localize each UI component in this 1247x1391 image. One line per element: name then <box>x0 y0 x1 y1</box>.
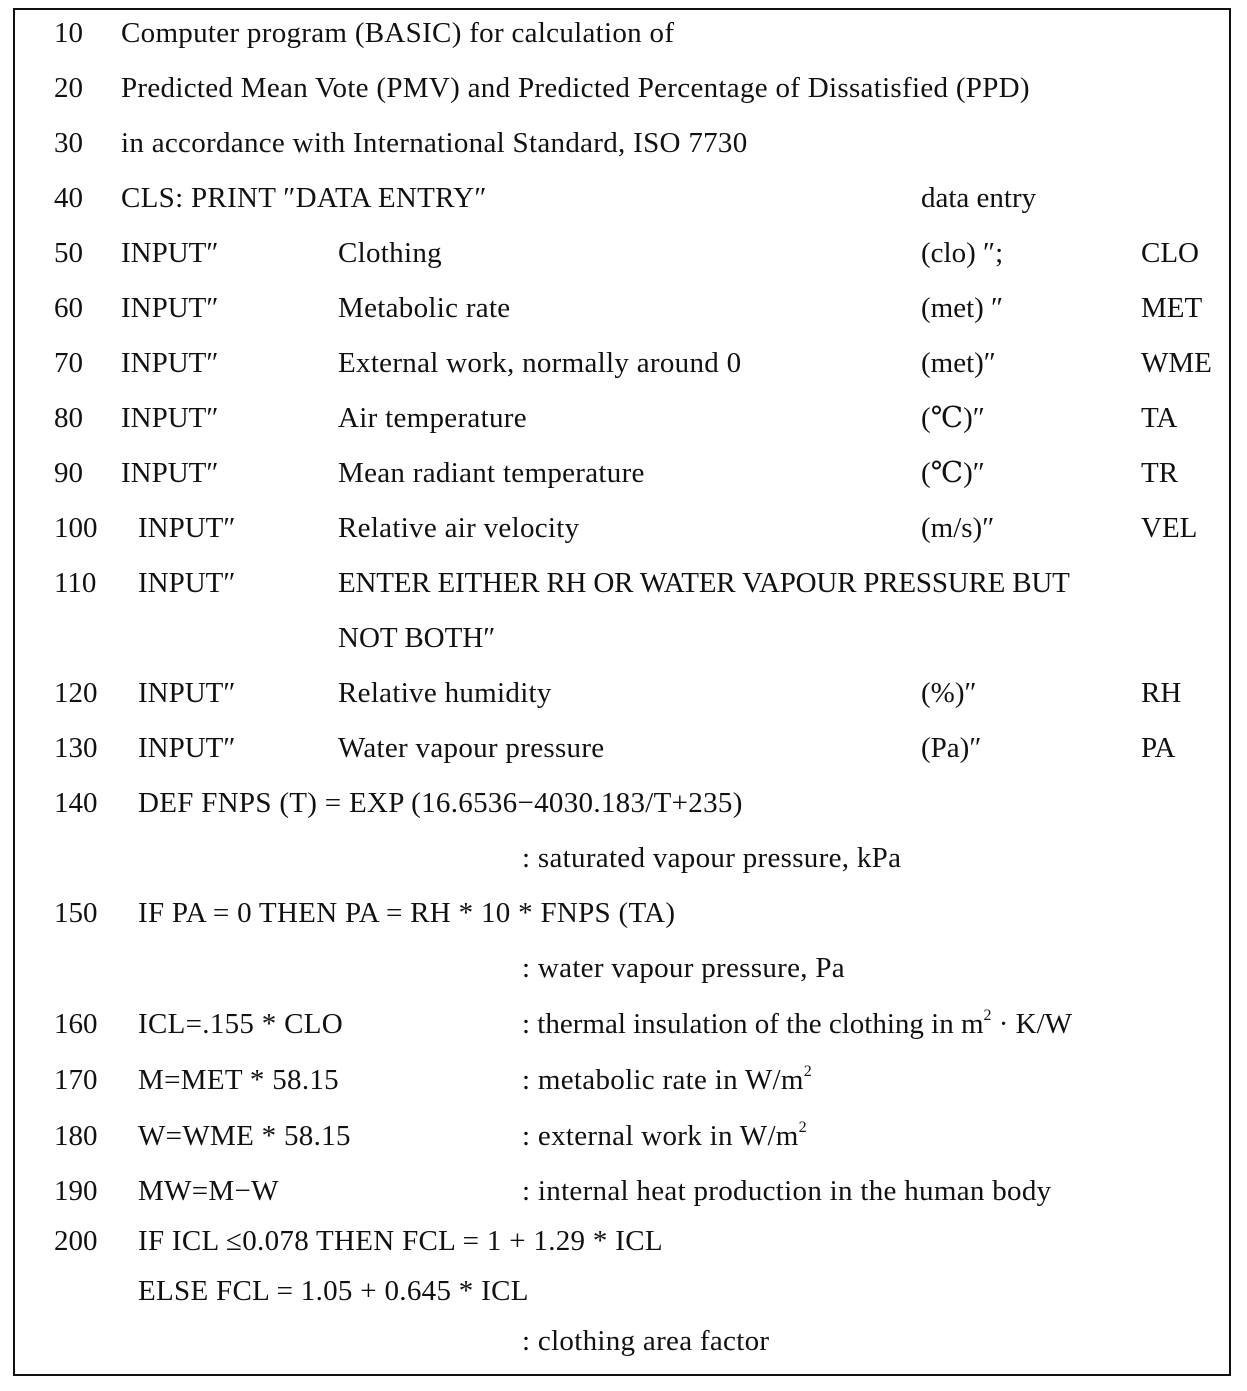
line-number: 40 <box>54 182 83 214</box>
input-label: Mean radiant temperature <box>338 457 645 489</box>
line-number: 130 <box>54 732 98 764</box>
comment-tail: · K/W <box>991 1008 1073 1040</box>
input-unit: (m/s)″ <box>921 512 995 544</box>
program-title-line: in accordance with International Standard, ISO 7730 <box>121 127 748 159</box>
program-title-line: Computer program (BASIC) for calculation of <box>121 17 675 49</box>
comment-text: : metabolic rate in W/m <box>522 1064 804 1096</box>
input-variable: PA <box>1141 732 1176 764</box>
line-number: 140 <box>54 787 98 819</box>
input-variable: VEL <box>1141 512 1198 544</box>
superscript: 2 <box>803 1063 813 1081</box>
code-statement: DEF FNPS (T) = EXP (16.6536−4030.183/T+235) <box>138 787 743 819</box>
input-variable: WME <box>1141 347 1212 379</box>
input-command: INPUT″ <box>121 237 219 269</box>
code-comment: : internal heat production in the human body <box>522 1175 1052 1207</box>
code-comment <box>522 1063 812 1097</box>
input-command: INPUT″ <box>121 457 219 489</box>
line-number: 10 <box>54 17 83 49</box>
line-number: 160 <box>54 1008 98 1040</box>
input-label: Metabolic rate <box>338 292 511 324</box>
input-variable: MET <box>1141 292 1203 324</box>
input-unit: (met)″ <box>921 347 996 379</box>
line-number: 60 <box>54 292 83 324</box>
input-label: Air temperature <box>338 402 527 434</box>
line-number: 150 <box>54 897 98 929</box>
line-number: 200 <box>54 1225 98 1257</box>
input-variable: RH <box>1141 677 1182 709</box>
line-number: 100 <box>54 512 98 544</box>
line-number: 70 <box>54 347 83 379</box>
code-statement: W=WME * 58.15 <box>138 1120 351 1152</box>
input-command: INPUT″ <box>121 292 219 324</box>
line-number: 170 <box>54 1064 98 1096</box>
code-statement-continued: ELSE FCL = 1.05 + 0.645 * ICL <box>138 1275 529 1307</box>
input-unit: (met) ″ <box>921 292 1004 324</box>
code-statement: ICL=.155 * CLO <box>138 1008 344 1040</box>
line-number: 30 <box>54 127 83 159</box>
input-variable: TA <box>1141 402 1178 434</box>
comment-text: : external work in W/m <box>522 1120 799 1152</box>
input-label: External work, normally around 0 <box>338 347 742 379</box>
superscript: 2 <box>983 1007 992 1025</box>
line-number: 190 <box>54 1175 98 1207</box>
line-number: 120 <box>54 677 98 709</box>
input-label: Relative humidity <box>338 677 552 709</box>
input-label: ENTER EITHER RH OR WATER VAPOUR PRESSURE BUT <box>338 567 1070 599</box>
input-command: INPUT″ <box>121 402 219 434</box>
line-number: 110 <box>54 567 97 599</box>
input-unit: (%)″ <box>921 677 977 709</box>
code-comment: : saturated vapour pressure, kPa <box>522 842 902 874</box>
input-unit: (℃)″ <box>921 402 985 434</box>
line-number: 180 <box>54 1120 98 1152</box>
input-command: INPUT″ <box>138 677 236 709</box>
line-number: 80 <box>54 402 83 434</box>
program-title-line: Predicted Mean Vote (PMV) and Predicted Percentage of Dissatisfied (PPD) <box>121 72 1030 104</box>
input-unit: (clo) ″; <box>921 237 1004 269</box>
superscript: 2 <box>798 1119 807 1137</box>
code-comment: : water vapour pressure, Pa <box>522 952 845 984</box>
input-unit: (Pa)″ <box>921 732 982 764</box>
input-command: INPUT″ <box>138 567 236 599</box>
line-number: 50 <box>54 237 83 269</box>
input-label: Water vapour pressure <box>338 732 605 764</box>
code-comment <box>522 1119 807 1153</box>
code-statement: M=MET * 58.15 <box>138 1064 339 1096</box>
input-variable: CLO <box>1141 237 1199 269</box>
input-label: Clothing <box>338 237 442 269</box>
input-variable: TR <box>1141 457 1179 489</box>
code-statement: CLS: PRINT ″DATA ENTRY″ <box>121 182 487 214</box>
input-command: INPUT″ <box>121 347 219 379</box>
comment-text: : thermal insulation of the clothing in m <box>522 1008 984 1040</box>
code-statement: IF PA = 0 THEN PA = RH * 10 * FNPS (TA) <box>138 897 676 929</box>
code-comment <box>522 1007 1072 1041</box>
input-command: INPUT″ <box>138 512 236 544</box>
code-comment: : clothing area factor <box>522 1325 770 1357</box>
code-statement: IF ICL ≤0.078 THEN FCL = 1 + 1.29 * ICL <box>138 1225 663 1257</box>
line-number: 20 <box>54 72 83 104</box>
input-unit: (℃)″ <box>921 457 985 489</box>
input-label-continued: NOT BOTH″ <box>338 622 496 654</box>
line-number: 90 <box>54 457 83 489</box>
code-statement: MW=M−W <box>138 1175 279 1207</box>
input-command: INPUT″ <box>138 732 236 764</box>
code-comment: data entry <box>921 182 1037 214</box>
input-label: Relative air velocity <box>338 512 580 544</box>
